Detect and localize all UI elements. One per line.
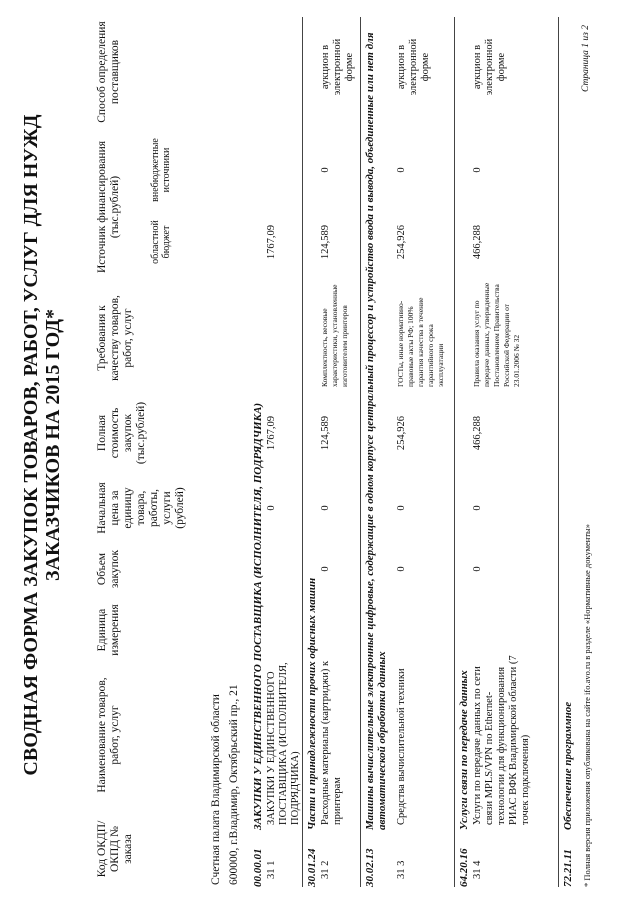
row-total-cost: 1767,09: [266, 415, 277, 451]
col-header-funding-extra: внебюджетные источники: [150, 138, 172, 202]
row-name: ЗАКУПКИ У ЕДИНСТВЕННОГО ПОСТАВЩИКА (ИСПОЛНИТЕЛЯ, ПОДРЯДЧИКА): [266, 662, 301, 825]
document-title: СВОДНАЯ ФОРМА ЗАКУПОК ТОВАРОВ, РАБОТ, УСЛУГ ДЛЯ НУЖД ЗАКАЗЧИКОВ НА 2015 ГОД*: [20, 114, 64, 776]
section-code: 00.00.01: [252, 848, 264, 887]
section-code: 30.02.13: [364, 848, 376, 887]
col-header-method: Способ определения поставщиков: [96, 21, 121, 123]
row-divider: [558, 17, 559, 887]
row-volume: 0: [396, 566, 407, 572]
row-requirements: Правила оказания услуг по передаче данных, утвержденные Постановлением Правительства Российской Федерации от 23.01.2006 № 32: [472, 282, 521, 387]
row-extra: 0: [396, 167, 407, 173]
section-code: 30.01.24: [306, 848, 318, 887]
row-requirements: Комплектность, весовые характеристики, установленные изготовителем принтеров: [320, 284, 349, 387]
row-total-cost: 124,589: [320, 415, 331, 451]
row-initial-price: 0: [472, 505, 483, 511]
row-name: Расходные материалы (картриджи) к принтерам: [320, 660, 343, 825]
customer-name: Счетная палата Владимирской области: [210, 694, 222, 885]
row-initial-price: 0: [320, 505, 331, 511]
col-header-total-cost: Полная стоимость закупок (тыс.рублей): [96, 401, 147, 465]
row-number: 31 4: [472, 860, 483, 879]
col-header-volume: Объем закупок: [96, 549, 121, 589]
col-header-funding: Источник финансирования (тыс.рублей): [96, 140, 121, 274]
row-regional: 124,589: [320, 224, 331, 260]
row-number: 31 2: [320, 860, 331, 879]
section-title: ЗАКУПКИ У ЕДИНСТВЕННОГО ПОСТАВЩИКА (ИСПОЛНИТЕЛЯ, ПОДРЯДЧИКА): [252, 402, 264, 830]
row-total-cost: 254,926: [396, 415, 407, 451]
section-title: Части и принадлежности прочих офисных машин: [306, 577, 318, 830]
row-initial-price: 0: [266, 505, 277, 511]
row-initial-price: 0: [396, 505, 407, 511]
row-regional: 1767,09: [266, 224, 277, 260]
row-divider: [454, 17, 455, 887]
row-requirements: ГОСТы, иные нормативно-правовые акты РФ; 100% гарантия качества в течение гарантийного срока эксплуатации: [396, 297, 445, 387]
row-extra: 0: [320, 167, 331, 173]
row-method: аукцион в электронной форме: [472, 38, 507, 96]
section-title: Машины вычислительные электронные цифровые, содержащие в одном корпусе центральный процессор и устройство ввода и вывода, объединенные или нет для автоматической обработки данных: [364, 32, 388, 830]
row-divider: [360, 17, 361, 887]
row-total-cost: 466,288: [472, 415, 483, 451]
row-regional: 466,288: [472, 224, 483, 260]
col-header-code: Код ОКДП/ ОКПД № заказа: [96, 820, 134, 878]
col-header-requirements: Требования к качеству товаров, работ, услуг: [96, 295, 134, 381]
section-title: Обеспечение программное: [562, 701, 574, 830]
col-header-unit: Единица измерения: [96, 604, 121, 656]
row-name: Средства вычислительной техники: [396, 668, 407, 825]
customer-address: 600000, г.Владимир, Октябрьский пр., 21: [228, 684, 240, 885]
col-header-initial-price: Начальная цена за единицу товара, работы, услуги (рублей): [96, 482, 186, 534]
row-method: аукцион в электронной форме: [396, 38, 431, 96]
row-volume: 0: [320, 566, 331, 572]
row-extra: 0: [472, 167, 483, 173]
footnote: * Полная версия приложения опубликована на сайте ifo.avo.ru в разделе «Нормативные документы»: [582, 524, 592, 887]
row-volume: 0: [472, 566, 483, 572]
row-name: Услуги по передаче данных по сети связи MPLS/VPN по Ethernet-технологии для функционирования РИАС ВФК Владимирской области (7 точек подключения): [472, 655, 531, 825]
section-code: 72.21.11: [562, 849, 574, 887]
row-regional: 254,926: [396, 224, 407, 260]
row-number: 31 3: [396, 860, 407, 879]
row-divider: [302, 17, 303, 887]
section-title: Услуги связи по передаче данных: [458, 670, 470, 830]
row-method: аукцион в электронной форме: [320, 38, 355, 96]
col-header-name: Наименование товаров, работ, услуг: [96, 677, 121, 793]
section-code: 64.20.16: [458, 848, 470, 887]
row-number: 31 1: [266, 860, 277, 879]
page-label: Страница 1 из 2: [581, 25, 591, 92]
col-header-funding-regional: областной бюджет: [150, 220, 172, 264]
